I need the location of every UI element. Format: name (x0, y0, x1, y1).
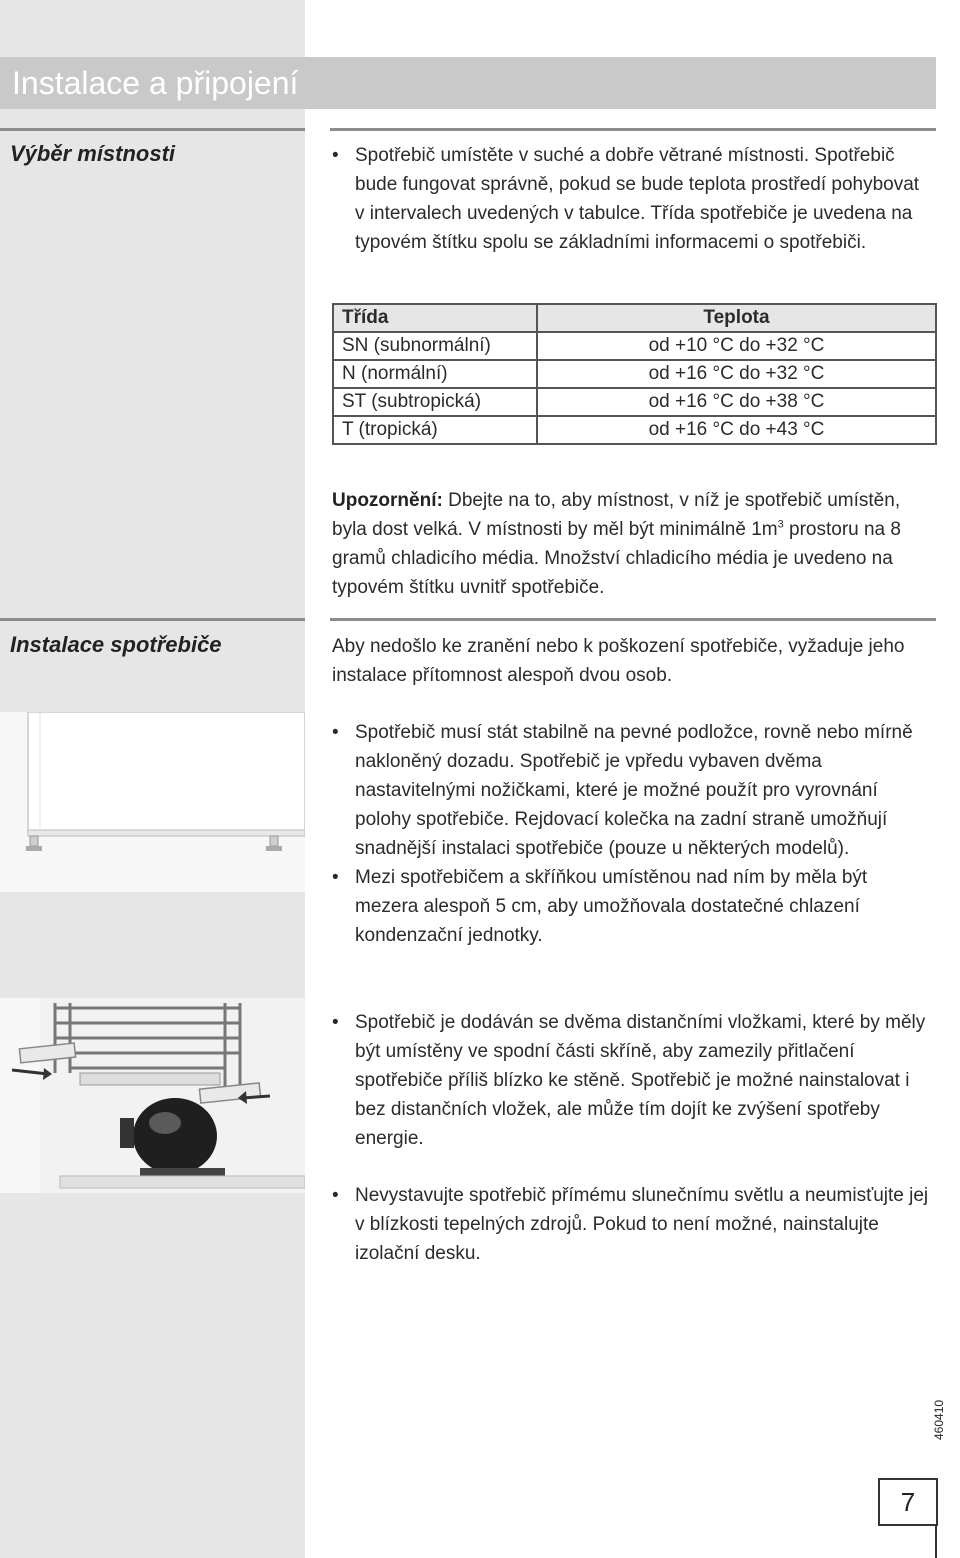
table-header-class: Třída (333, 304, 537, 332)
table-header-temperature: Teplota (537, 304, 936, 332)
section-divider-right (330, 618, 936, 621)
table-cell: od +16 °C do +43 °C (537, 416, 936, 444)
document-code: 460410 (932, 1399, 946, 1440)
spacer-bullet-list (332, 1008, 932, 1153)
table-cell: T (tropická) (333, 416, 537, 444)
table-cell: SN (subnormální) (333, 332, 537, 360)
list-item: • Spotřebič umístěte v suché a dobře větrané místnosti. Spotřebič bude fungovat správně, pokud se bude teplota prostředí pohybovat v intervalech uvedených v tabulce. Třída spotřebiče je uvedena na typovém štítku spolu se základními informacemi o spotřebiči. (332, 141, 932, 257)
table-row (333, 360, 936, 388)
table-cell: ST (subtropická) (333, 388, 537, 416)
warning-label: Upozornění: (332, 490, 443, 511)
installation-bullet-list (332, 718, 932, 950)
table-row (333, 416, 936, 444)
table-cell: od +16 °C do +38 °C (537, 388, 936, 416)
list-item: • Nevystavujte spotřebič přímému slunečnímu světlu a neumisťujte jej v blízkosti tepelných zdrojů. Pokud to není možné, nainstalujte izolační desku. (332, 1181, 932, 1268)
table-cell: N (normální) (333, 360, 537, 388)
section-heading-room: Výběr místnosti (10, 141, 176, 166)
warning-superscript: 3 (777, 518, 784, 531)
warning-text-1: Dbejte na to, aby místnost, v níž je spotřebič umístěn, byla dost velká. V místnosti by měl být minimálně 1m (332, 490, 901, 540)
list-item: • Spotřebič je dodáván se dvěma distančními vložkami, které by měly být umístěny ve spodní části skříně, aby zamezily přitlačení spotřebiče příliš blízko ke stěně. Spotřebič je možné nainstalovat i bez distančních vložek, ale může tím dojít ke zvýšení spotřeby energie. (332, 1008, 932, 1153)
page-number: 7 (878, 1478, 938, 1526)
appliance-feet-illustration (0, 712, 305, 892)
spacers-compressor-illustration (0, 998, 305, 1193)
table-header-row (333, 304, 936, 332)
title-bar (0, 57, 936, 109)
table-row (333, 332, 936, 360)
table-cell: od +16 °C do +32 °C (537, 360, 936, 388)
room-bullet-list (332, 141, 932, 257)
section-divider-right (330, 128, 936, 131)
sunlight-bullet-list (332, 1181, 932, 1268)
page-title: Instalace a připojení (12, 65, 299, 101)
list-item: • Spotřebič musí stát stabilně na pevné podložce, rovně nebo mírně nakloněný dozadu. Spotřebič je vpředu vybaven dvěma nastavitelnými nožičkami, které je možné použít pro vyrovnání polohy spotřebiče. Rejdovací kolečka na zadní straně umožňují snadnější instalaci spotřebiče (pouze u některých modelů). (332, 718, 932, 863)
climate-class-table (332, 303, 937, 445)
warning-text-2: prostoru na 8 gramů chladicího média. Množství chladicího média je uvedeno na typovém štítku uvnitř spotřebiče. (332, 519, 901, 598)
installation-intro: Aby nedošlo ke zranění nebo k poškození spotřebiče, vyžaduje jeho instalace přítomnost alespoň dvou osob. (332, 636, 905, 686)
section-divider-left (0, 618, 305, 621)
table-cell: od +10 °C do +32 °C (537, 332, 936, 360)
section-heading-installation: Instalace spotřebiče (10, 632, 222, 657)
warning-note (332, 486, 932, 602)
section-divider-left (0, 128, 305, 131)
table-row (333, 388, 936, 416)
list-item: • Mezi spotřebičem a skříňkou umístěnou nad ním by měla být mezera alespoň 5 cm, aby umožňovala dostatečné chlazení kondenzační jednotky. (332, 863, 932, 950)
